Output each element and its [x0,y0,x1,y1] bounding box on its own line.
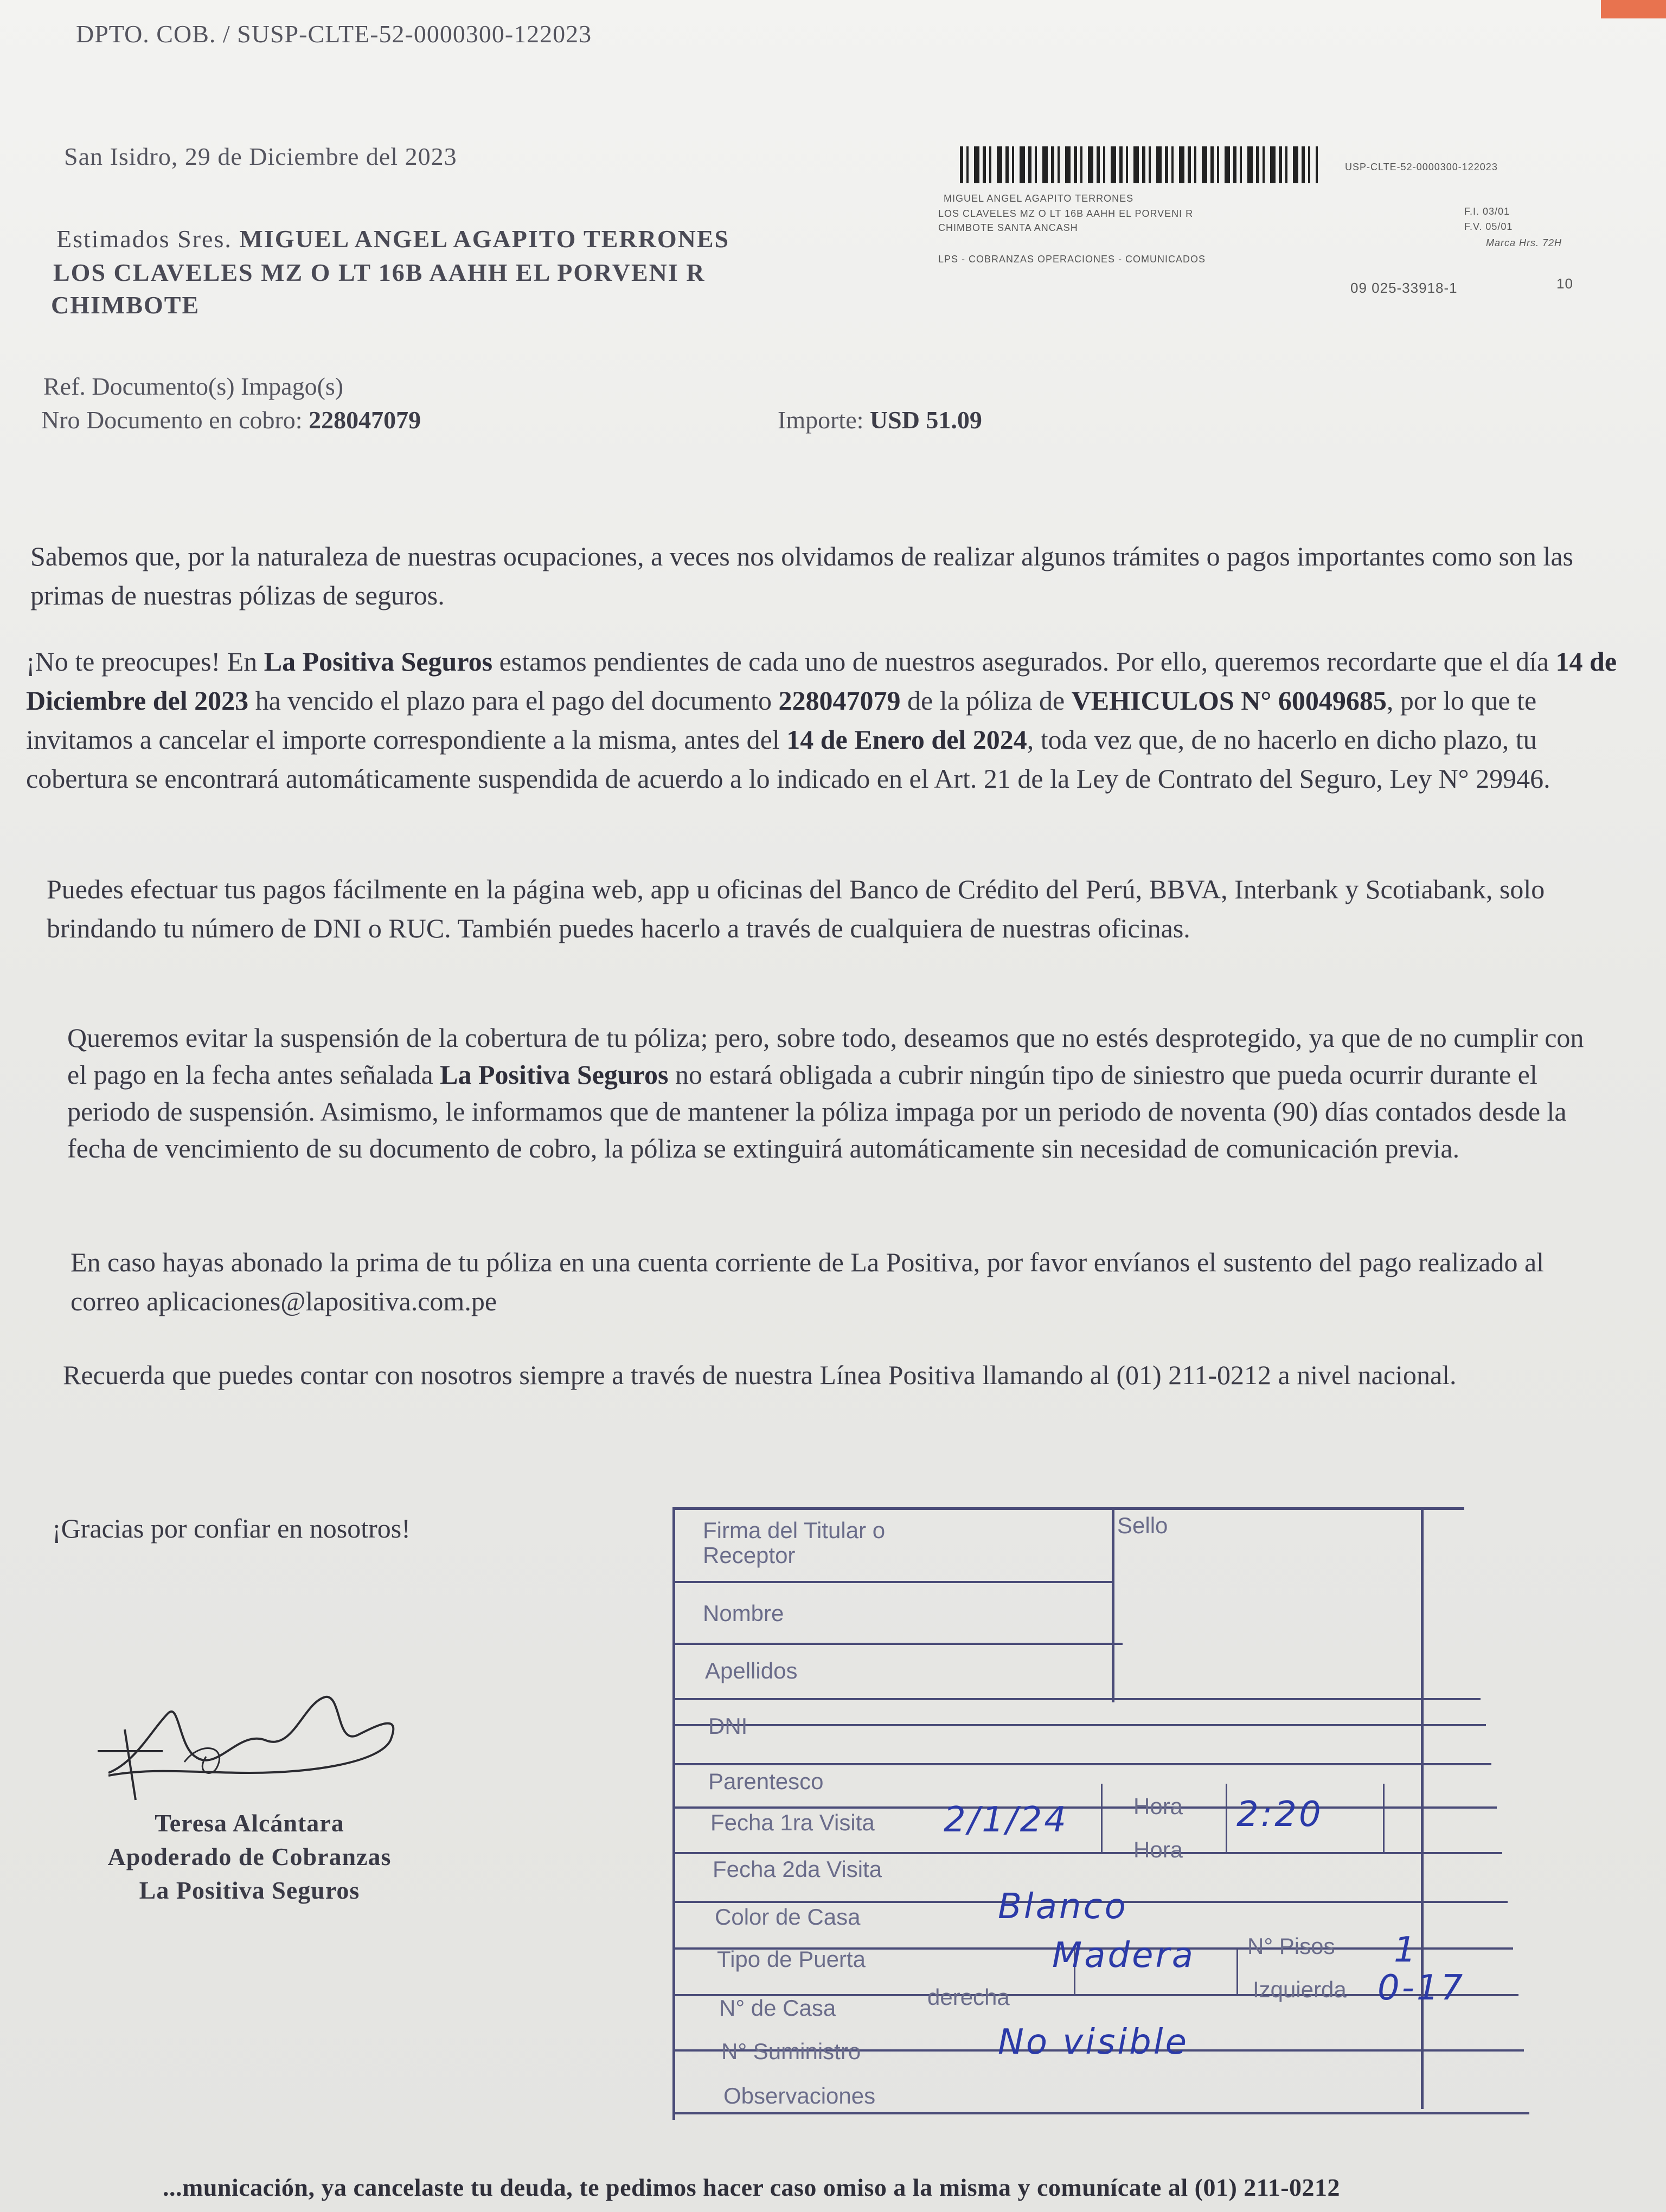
form-hora1-value: 2:20 [1236,1795,1323,1835]
barcode-code: USP-CLTE-52-0000300-122023 [1345,162,1498,172]
amount: USD 51.09 [869,406,982,434]
barcode-name: MIGUEL ANGEL AGAPITO TERRONES [944,193,1134,204]
p4-text-a: Queremos evitar la suspensión de la cobertura de tu póliza; pero, sobre todo, deseamos que no estés desprotegido, ya que de no cumplir con el pago en la fecha antes señalada [67,1023,1584,1090]
signature-title: Apoderado de Cobranzas [107,1843,392,1870]
p2-text-b: estamos pendientes de cada uno de nuestros asegurados. Por ello, queremos recordarte que el día [499,646,1549,677]
form-ncasa-label: N° de Casa [719,1995,836,2021]
form-suministro-value: No visible [998,2022,1189,2062]
form-izquierda-value: 0-17 [1377,1968,1465,2008]
paragraph-6: Recuerda que puedes contar con nosotros siempre a través de nuestra Línea Positiva llamando al (01) 211-0212 a nivel nacional. [63,1360,1457,1390]
form-puerta-value: Madera [1052,1935,1195,1976]
signature-company: La Positiva Seguros [139,1876,360,1904]
recipient-address: LOS CLAVELES MZ O LT 16B AAHH EL PORVENI R [53,259,706,286]
recipient-name: MIGUEL ANGEL AGAPITO TERRONES [239,225,730,253]
p2-text-a: ¡No te preocupes! En [26,646,258,677]
recipient-line [56,224,729,253]
barcode-ref: 09 025-33918-1 [1350,280,1458,296]
p2-date: 14 de Diciembre del 2023 [26,646,1617,716]
form-fecha1-value: 2/1/24 [944,1800,1068,1840]
form-firma-label: Firma del Titular o Receptor [703,1517,886,1568]
recipient-city: CHIMBOTE [51,291,200,319]
p2-doc: 228047079 [778,685,901,716]
barcode-address: LOS CLAVELES MZ O LT 16B AAHH EL PORVENI R [938,208,1194,219]
form-sello-label: Sello [1117,1513,1168,1538]
form-apellidos-label: Apellidos [705,1658,798,1683]
paragraph-2 [26,642,1626,798]
form-hora1-label: Hora [1133,1793,1183,1819]
p2-deadline: 14 de Enero del 2024 [786,724,1027,755]
form-dni-label: DNI [708,1713,748,1739]
form-izquierda-label: Izquierda [1253,1977,1347,2002]
document-code: DPTO. COB. / SUSP-CLTE-52-0000300-122023 [76,20,592,48]
form-parentesco-label: Parentesco [708,1769,824,1794]
barcode-fv: F.V. 05/01 [1464,221,1513,232]
barcode-mark: Marca Hrs. 72H [1486,237,1562,248]
ref-label: Ref. Documento(s) Impago(s) [43,372,344,400]
corner-mark [1601,0,1666,18]
amount-label: Importe: [778,406,864,434]
form-derecha-label: derecha [927,1984,1010,2010]
barcode [960,146,1318,183]
form-fecha1-label: Fecha 1ra Visita [710,1810,875,1835]
form-puerta-label: Tipo de Puerta [717,1946,866,1972]
p2-text-d: de la póliza de [907,685,1065,716]
form-color-label: Color de Casa [715,1904,861,1930]
p2-text-e: , por lo que te invitamos a cancelar el importe correspondiente a la misma, antes del [26,685,1537,755]
thanks-text: ¡Gracias por confiar en nosotros! [52,1513,411,1544]
p4-text-b: no estará obligada a cubrir ningún tipo de siniestro que pueda ocurrir durante el periodo de suspensión. Asimismo, le informamos que de mantener la póliza impaga por un periodo de noventa (90) días contados desde la fecha de vencimiento de su documento de cobro, la póliza se extinguirá automáticamente sin necesidad de comunicación previa. [67,1059,1567,1163]
footer-notice: ...municación, ya cancelaste tu deuda, te pedimos hacer caso omiso a la misma y comunícate al (01) 211-0212 [163,2174,1341,2201]
form-nombre-label: Nombre [703,1600,784,1626]
salutation-label: Estimados Sres. [56,225,232,253]
barcode-dept: LPS - COBRANZAS OPERACIONES - COMUNICADOS [938,254,1206,265]
doc-number: 228047079 [309,406,421,434]
paragraph-5: En caso hayas abonado la prima de tu póliza en una cuenta corriente de La Positiva, por favor envíanos el sustento del pago realizado al correo aplicaciones@lapositiva.com.pe [71,1247,1545,1316]
letter-date: San Isidro, 29 de Diciembre del 2023 [64,143,457,170]
form-pisos-label: N° Pisos [1247,1933,1335,1959]
form-observaciones-label: Observaciones [723,2083,876,2108]
paragraph-3: Puedes efectuar tus pagos fácilmente en la página web, app u oficinas del Banco de Crédito del Perú, BBVA, Interbank y Scotiabank, solo brindando tu número de DNI o RUC. También puedes hacerlo a través de cualquiera de nuestras oficinas. [47,874,1545,943]
p2-text-c: ha vencido el plazo para el pago del documento [255,685,772,716]
signature-name: Teresa Alcántara [155,1809,344,1837]
form-pisos-value: 1 [1394,1930,1418,1970]
doc-number-line [41,406,421,434]
visit-form-stamp [672,1486,1529,2125]
paragraph-1: Sabemos que, por la naturaleza de nuestras ocupaciones, a veces nos olvidamos de realizar algunos trámites o pagos importantes como son las primas de nuestras pólizas de seguros. [30,541,1573,610]
barcode-block [933,140,1584,303]
p4-brand: La Positiva Seguros [440,1059,669,1090]
p2-policy: VEHICULOS N° 60049685 [1071,685,1387,716]
form-hora2-label: Hora [1133,1837,1183,1862]
amount-line [778,406,982,434]
p2-text-f: , toda vez que, de no hacerlo en dicho plazo, tu cobertura se encontrará automáticamente suspendida de acuerdo a lo indicado en el Art. 21 de la Ley de Contrato del Seguro, Ley N° 29946. [26,724,1550,794]
paragraph-4 [67,1019,1597,1167]
handwritten-signature [87,1681,412,1811]
barcode-city: CHIMBOTE SANTA ANCASH [938,222,1078,233]
form-fecha2-label: Fecha 2da Visita [713,1856,882,1882]
p2-brand: La Positiva Seguros [264,646,493,677]
barcode-fi: F.I. 03/01 [1464,206,1510,217]
doc-number-label: Nro Documento en cobro: [41,406,303,434]
form-suministro-label: N° Suministro [721,2039,861,2064]
form-color-value: Blanco [998,1887,1128,1927]
barcode-count: 10 [1556,275,1573,292]
